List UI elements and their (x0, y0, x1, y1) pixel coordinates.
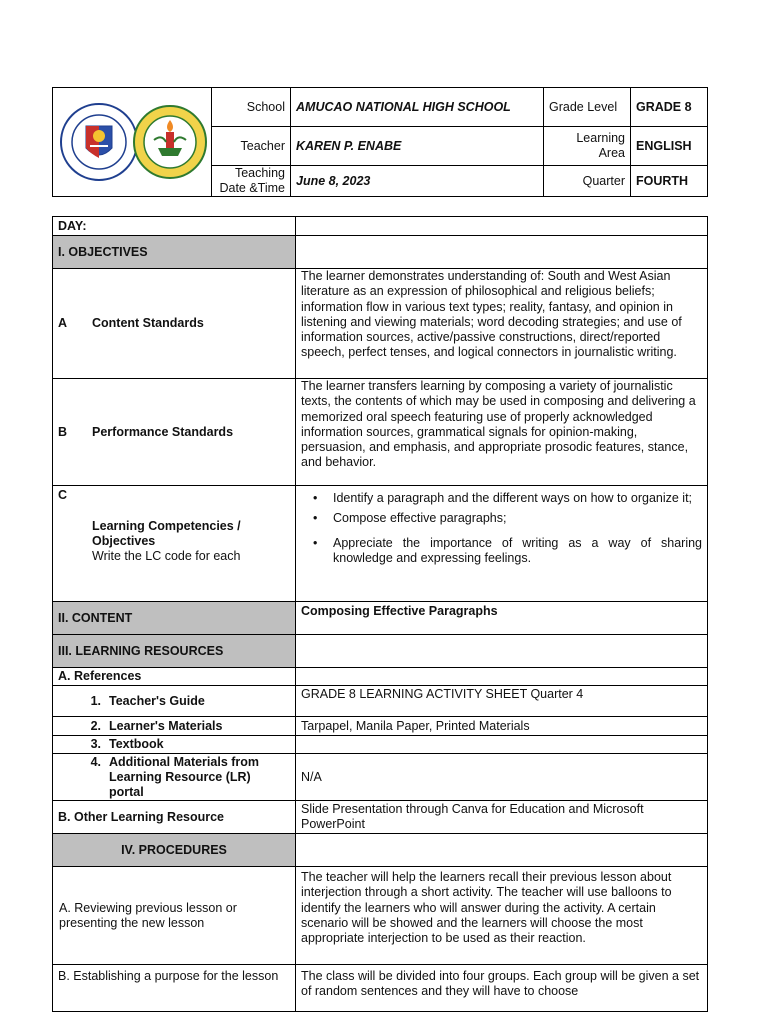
ref-num: 1. (90, 693, 101, 708)
content-heading: II. CONTENT (53, 602, 296, 635)
date-label: Teaching Date &Time (212, 166, 291, 197)
grade-label: Grade Level (544, 88, 631, 127)
school-seal-icon (134, 106, 206, 178)
content-standards-text: The learner demonstrates understanding of: South and West Asian literature as an expression of philosophical and religious beliefs; information flow in various text types; reality, fantasy, and opinion in listening and viewing materials; word decoding strategies; and use of information sources, active/passive constructions, direct/reported speech, perfect tenses, and logical connectors in journalistic writing. (296, 269, 708, 379)
ref-teachers-guide-value: GRADE 8 LEARNING ACTIVITY SHEET Quarter 4 (296, 686, 708, 717)
references-value (296, 668, 708, 686)
ref-num: 2. (90, 718, 101, 733)
competencies-list (296, 486, 708, 602)
day-value (296, 217, 708, 236)
content-value: Composing Effective Paragraphs (296, 602, 708, 635)
content-standards-label (53, 269, 296, 379)
content-standards-title: Content Standards (92, 316, 204, 330)
lesson-plan-table (52, 216, 708, 1012)
competency-item: • Appreciate the importance of writing as a way of sharing knowledge and expressing feelings. (321, 536, 702, 566)
ref-additional-materials-value: N/A (296, 754, 708, 801)
logos-cell (53, 88, 212, 197)
proc-b-text: The class will be divided into four groups. Each group will be given a set of random sentences and they will have to choose (296, 965, 708, 1012)
proc-a-text: The teacher will help the learners recall their previous lesson about interjection through a short activity. The teacher will use balloons to identify the learners who will answer during the activity. A certain scenario will be showed and the learners will choose the most appropriate interjection to be used as their reaction. (296, 867, 708, 965)
competencies-label (53, 486, 296, 602)
competencies-sub: Write the LC code for each (92, 549, 241, 563)
performance-standards-title: Performance Standards (92, 424, 234, 439)
day-label: DAY: (53, 217, 296, 236)
proc-a-label: A. Reviewing previous lesson or presenting the new lesson (53, 867, 296, 965)
ref-textbook-value (296, 736, 708, 754)
ref-learners-materials (53, 717, 296, 736)
performance-standards-text: The learner transfers learning by composing a variety of journalistic texts, the contents of which may be used in composing and delivering a memorized oral speech featuring use of properly acknowledged information sources, grammatical signals for opinion-making, persuasion, and emphasis, and appropriate prosodic features, stance, and behavior. (296, 379, 708, 486)
competency-item: • Identify a paragraph and the different ways on how to organize it; (321, 487, 702, 509)
ref-teachers-guide (53, 686, 296, 717)
teacher-label: Teacher (212, 127, 291, 166)
area-label: Learning Area (544, 127, 631, 166)
competencies-letter: C (58, 488, 68, 502)
school-logos (58, 94, 208, 190)
performance-standards-letter: B (58, 424, 68, 439)
resources-heading: III. LEARNING RESOURCES (53, 635, 296, 668)
ref-textbook (53, 736, 296, 754)
proc-b-label: B. Establishing a purpose for the lesson (53, 965, 296, 1012)
competencies-title: Learning Competencies / Objectives (92, 519, 241, 548)
area-value: ENGLISH (631, 127, 708, 166)
competency-item: • Compose effective paragraphs; (321, 511, 702, 526)
ref-num: 3. (90, 737, 101, 751)
performance-standards-label (53, 379, 296, 486)
references-label: A. References (53, 668, 296, 686)
ref-learners-materials-value: Tarpapel, Manila Paper, Printed Materials (296, 717, 708, 736)
quarter-label: Quarter (544, 166, 631, 197)
school-value: AMUCAO NATIONAL HIGH SCHOOL (291, 88, 544, 127)
procedures-value (296, 834, 708, 867)
objectives-heading: I. OBJECTIVES (53, 236, 296, 269)
other-resource-value: Slide Presentation through Canva for Education and Microsoft PowerPoint (296, 801, 708, 834)
date-value: June 8, 2023 (291, 166, 544, 197)
ref-label: Learner's Materials (109, 718, 223, 733)
procedures-heading: IV. PROCEDURES (53, 834, 296, 867)
header-table (52, 87, 708, 197)
ref-additional-materials (53, 754, 296, 801)
deped-seal-icon (61, 104, 137, 180)
grade-value: GRADE 8 (631, 88, 708, 127)
ref-label: Additional Materials from Learning Resource (LR) portal (109, 754, 260, 799)
teacher-value: KAREN P. ENABE (291, 127, 544, 166)
quarter-value: FOURTH (631, 166, 708, 197)
other-resource-label: B. Other Learning Resource (53, 801, 296, 834)
objectives-value (296, 236, 708, 269)
ref-label: Textbook (109, 737, 164, 751)
resources-value (296, 635, 708, 668)
ref-label: Teacher's Guide (109, 693, 205, 708)
ref-num: 4. (90, 754, 101, 769)
content-standards-letter: A (58, 316, 68, 330)
school-label: School (212, 88, 291, 127)
